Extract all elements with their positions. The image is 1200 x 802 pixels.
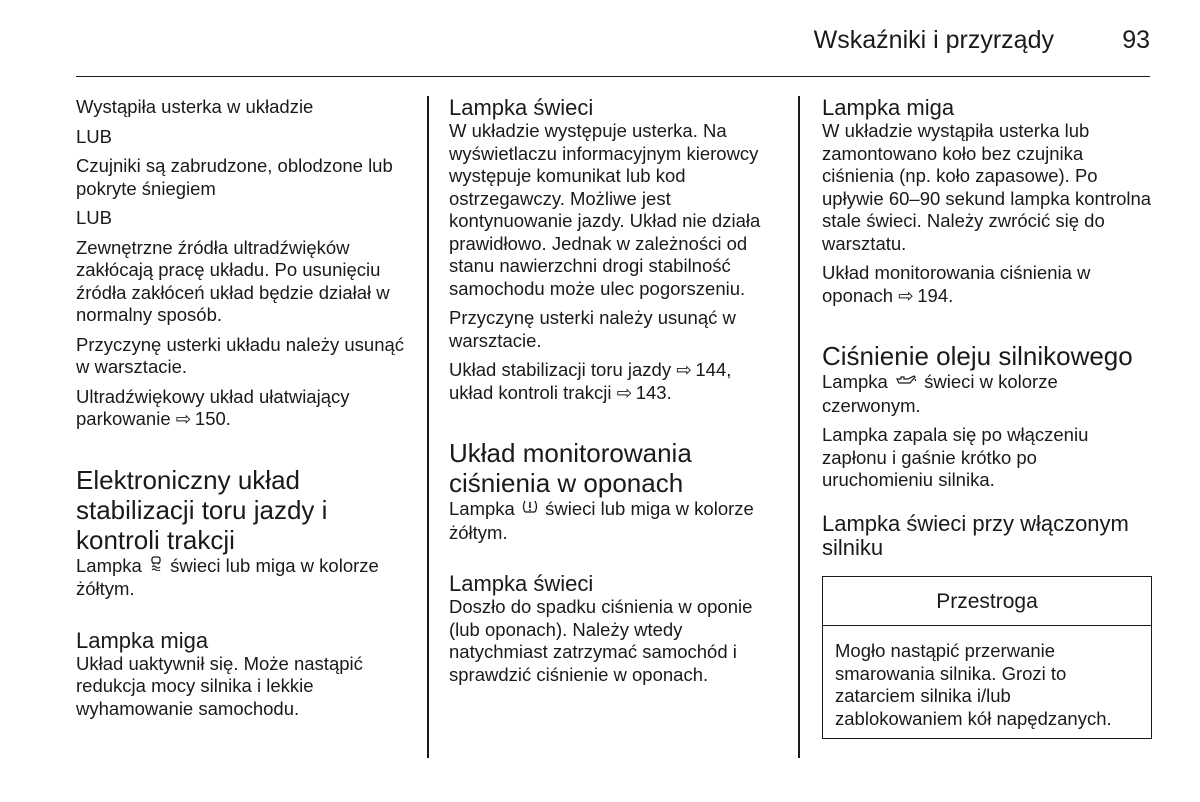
paragraph: Czujniki są zabrudzone, oblodzone lub pokryte śniegiem [76, 155, 393, 199]
ref-page: 194. [917, 284, 954, 306]
header-title: Wskaźniki i przyrządy [813, 26, 1054, 54]
paragraph: W układzie występuje usterka. Na wyświetlaczu informacyjnym kierowcy występuje komunikat lub kod ostrzegawczy. Możliwe jest kontynuowanie jazdy. Układ nie działa prawidłowo. Jednak w zależności od stanu nawierzchni drogi stabilność samochodu może ulec pogorszeniu. [449, 120, 761, 299]
text: Lampka [449, 498, 515, 519]
subheading-lit: Lampka świeci [449, 571, 594, 596]
paragraph: Wystąpiła usterka w układzie [76, 96, 314, 117]
paragraph [76, 555, 416, 601]
text: świeci lub miga w kolorze żółtym. [449, 498, 754, 543]
subheading-lit: Lampka świeci [449, 95, 594, 120]
or-label: LUB [76, 125, 112, 147]
tire-pressure-icon [520, 499, 540, 522]
paragraph: Przyczynę usterki układu należy usunąć w warsztacie. [76, 333, 405, 377]
page-ref-icon: ⇨ [898, 284, 914, 306]
paragraph [822, 371, 1152, 417]
text: Lampka [822, 371, 888, 392]
cross-reference [76, 386, 416, 431]
text: Lampka [76, 554, 142, 576]
column-divider-2 [798, 96, 800, 758]
paragraph: W układzie wystąpiła usterka lub zamontowano koło bez czujnika ciśnienia (np. koło zapasowe). Po upływie 60–90 sekund lampka kontrolna stale świeci. Należy zwrócić się do warsztatu. [822, 120, 1152, 254]
oil-can-icon [893, 372, 919, 395]
or-label: LUB [76, 207, 112, 228]
paragraph: Układ uaktywnił się. Może nastąpić redukcja mocy silnika i lekkie wyhamowanie samochodu. [76, 652, 363, 719]
column-1 [76, 96, 416, 727]
page-number: 93 [1122, 26, 1150, 54]
cross-reference [822, 262, 1152, 307]
ref-page: 143. [635, 381, 672, 403]
paragraph: Zewnętrzne źródła ultradźwięków zakłócają pracę układu. Po usunięciu źródła zakłóceń układ będzie działał w normalny sposób. [76, 236, 390, 325]
column-2 [449, 96, 769, 693]
section-heading-esc: Elektroniczny układ stabilizacji toru jazdy i kontroli trakcji [76, 464, 328, 555]
ref-text: Układ monitorowania ciśnienia w oponach [822, 262, 1091, 306]
section-heading-oil: Ciśnienie oleju silnikowego [822, 341, 1133, 371]
ref-text: układ kontroli trakcji [449, 381, 612, 403]
column-3 [822, 96, 1152, 739]
ref-page: 144, [695, 359, 732, 380]
text: świeci w kolorze czerwonym. [822, 371, 1058, 416]
page-ref-icon: ⇨ [175, 408, 192, 429]
page-header [76, 0, 1150, 77]
cross-reference [449, 359, 769, 404]
paragraph: Doszło do spadku ciśnienia w oponie (lub oponach). Należy wtedy natychmiast zatrzymać samochód i sprawdzić ciśnienie w oponach. [449, 596, 753, 685]
page-ref-icon: ⇨ [616, 381, 633, 403]
ref-text: Ultradźwiękowy układ ułatwiający parkowanie [76, 385, 350, 429]
ref-text: Układ stabilizacji toru jazdy [449, 359, 672, 380]
column-divider-1 [427, 96, 429, 758]
paragraph: Lampka zapala się po włączeniu zapłonu i gaśnie krótko po uruchomieniu silnika. [822, 424, 1089, 490]
page-ref-icon: ⇨ [676, 359, 692, 380]
paragraph [449, 498, 769, 544]
text: świeci lub miga w kolorze żółtym. [76, 554, 379, 599]
subheading-flashing: Lampka miga [76, 627, 209, 653]
section-heading-tpms: Układ monitorowania ciśnienia w oponach [449, 438, 692, 498]
skid-car-icon [147, 556, 165, 579]
subheading-engine-running: Lampka świeci przy włączonym silniku [822, 510, 1129, 560]
paragraph: Przyczynę usterki należy usunąć w warsztacie. [449, 307, 736, 351]
caution-box [822, 576, 1152, 740]
caution-title: Przestroga [823, 577, 1151, 627]
caution-text: Mogło nastąpić przerwanie smarowania silnika. Grozi to zatarciem silnika i/lub zablokowaniem kół napędzanych. [835, 640, 1112, 729]
ref-page: 150. [194, 408, 231, 429]
subheading-flashing: Lampka miga [822, 95, 955, 120]
